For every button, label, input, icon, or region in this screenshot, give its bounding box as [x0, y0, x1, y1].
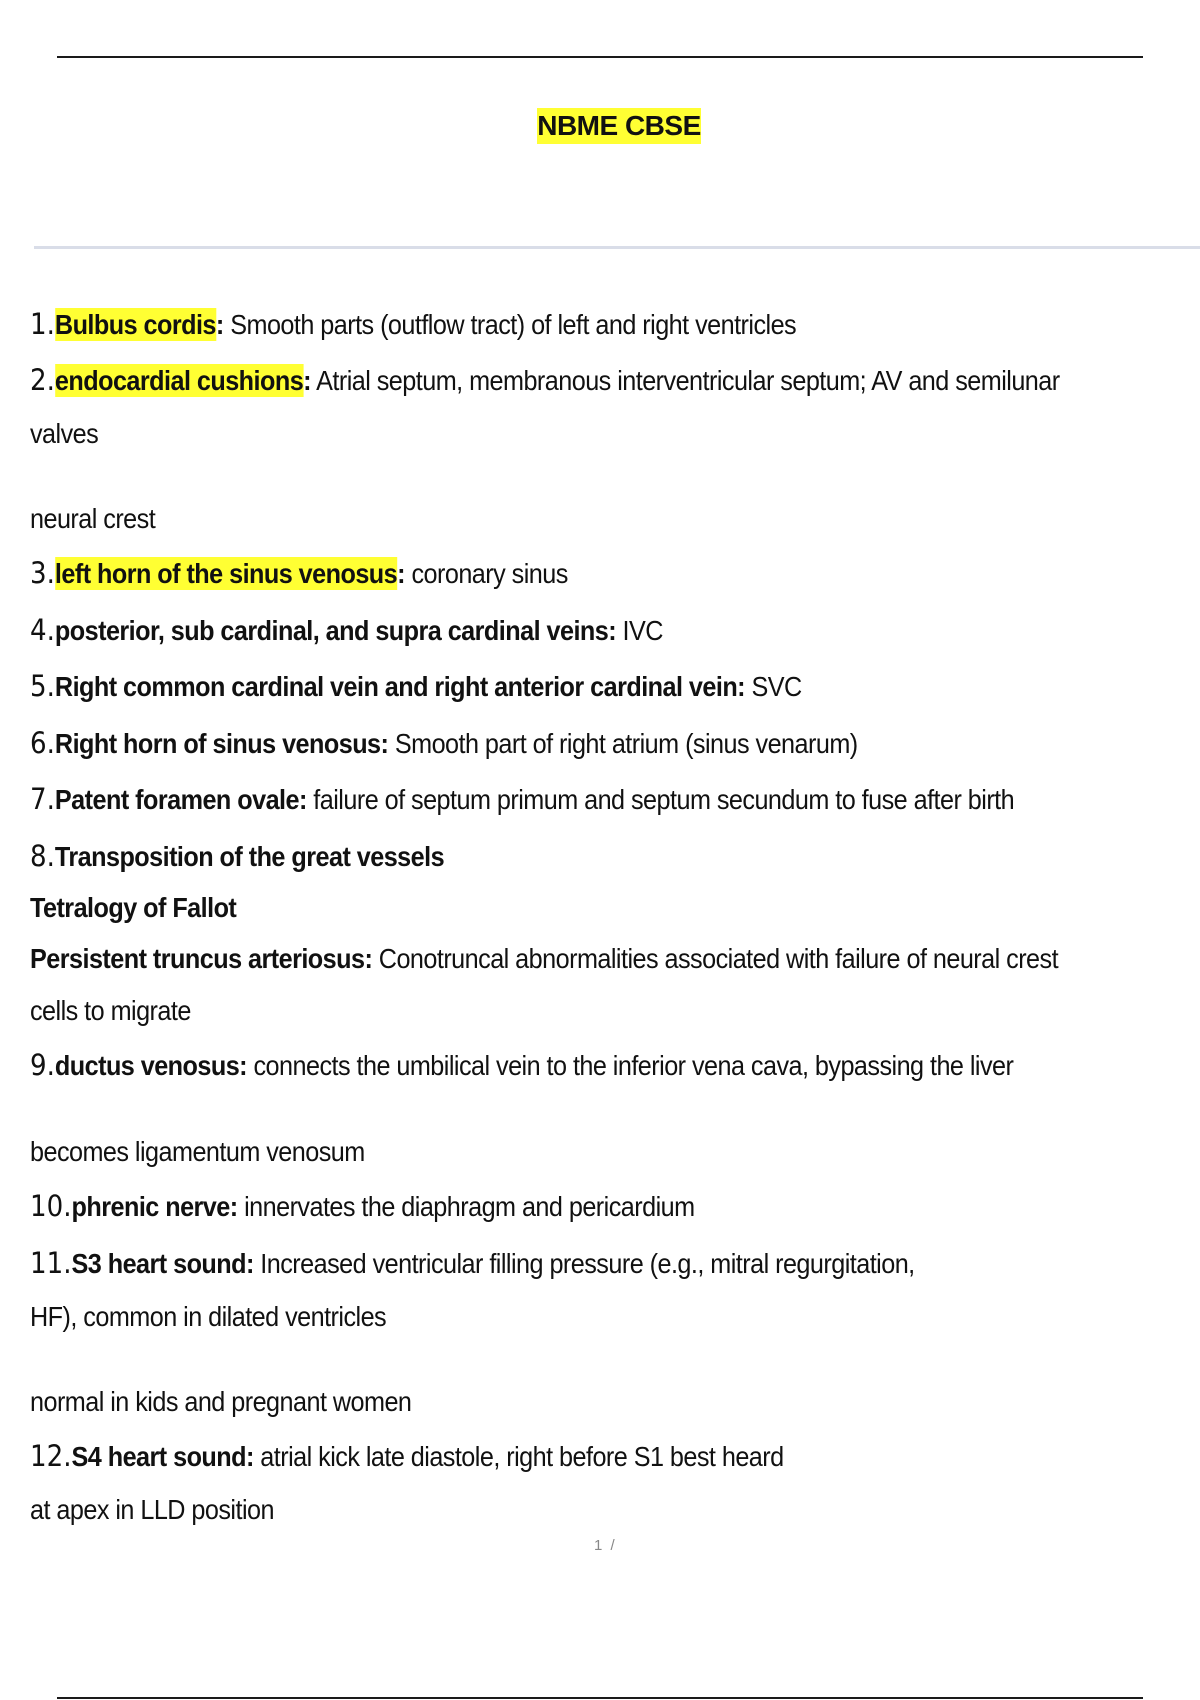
list-item-10: [30, 1188, 695, 1225]
list-item-1: [30, 306, 796, 343]
title-container: [0, 108, 1200, 144]
separator-rule: [34, 246, 1200, 249]
item-text: Conotruncal abnormalities associated with failure of neural crest: [372, 943, 1059, 974]
item-number: 11.: [30, 1246, 72, 1280]
list-item-8: [30, 838, 444, 875]
note-line: normal in kids and pregnant women: [30, 1386, 412, 1417]
item-text: failure of septum primum and septum secundum to fuse after birth: [306, 784, 1015, 815]
item-text: atrial kick late diastole, right before S1 best heard: [253, 1441, 784, 1472]
item-term-highlighted: endocardial cushions: [54, 365, 304, 396]
item-term: Tetralogy of Fallot: [30, 892, 237, 923]
item-number: 10.: [30, 1189, 72, 1223]
item-text: Smooth part of right atrium (sinus venarum): [388, 728, 858, 759]
item-text: IVC: [616, 615, 663, 646]
item-number: 2.: [30, 363, 55, 397]
page-number: 1 /: [594, 1537, 617, 1554]
item-number: 4.: [30, 613, 55, 647]
item-term: Persistent truncus arteriosus:: [30, 943, 373, 974]
item-number: 3.: [30, 556, 55, 590]
item-term: Transposition of the great vessels: [54, 841, 445, 872]
item-text: connects the umbilical vein to the inferior vena cava, bypassing the liver: [247, 1050, 1014, 1081]
list-item-9: [30, 1047, 1013, 1084]
item-number: 9.: [30, 1048, 55, 1082]
item-text: innervates the diaphragm and pericardium: [237, 1191, 695, 1222]
list-item-5: [30, 668, 802, 705]
item-term: Right common cardinal vein and right anterior cardinal vein:: [54, 671, 746, 702]
sub-item-truncus-continuation: cells to migrate: [30, 995, 191, 1026]
item-number: 5.: [30, 669, 55, 703]
sub-item-truncus: [30, 941, 1058, 977]
item-term-highlighted: Bulbus cordis: [54, 309, 216, 340]
item-term: posterior, sub cardinal, and supra cardinal veins:: [54, 615, 617, 646]
list-item-11-continuation: HF), common in dilated ventricles: [30, 1301, 387, 1332]
list-item-2-continuation: valves: [30, 418, 99, 449]
item-term-colon: :: [215, 309, 224, 340]
list-item-11: [30, 1245, 915, 1282]
bottom-rule: [57, 1697, 1143, 1699]
item-term: S4 heart sound:: [71, 1441, 254, 1472]
item-number: 12.: [30, 1439, 72, 1473]
item-number: 6.: [30, 726, 55, 760]
item-term-colon: :: [303, 365, 312, 396]
item-term: S3 heart sound:: [71, 1248, 254, 1279]
item-text: Increased ventricular filling pressure (e.g., mitral regurgitation,: [253, 1248, 915, 1279]
note-line: becomes ligamentum venosum: [30, 1136, 365, 1167]
item-number: 8.: [30, 839, 55, 873]
item-term-colon: :: [397, 558, 406, 589]
document-title: NBME CBSE: [537, 108, 701, 144]
list-item-6: [30, 725, 858, 762]
item-term: Right horn of sinus venosus:: [54, 728, 389, 759]
item-text: coronary sinus: [405, 558, 568, 589]
item-term: phrenic nerve:: [71, 1191, 238, 1222]
list-item-2: [30, 362, 1060, 399]
item-text: SVC: [745, 671, 802, 702]
top-rule: [57, 56, 1143, 58]
item-number: 7.: [30, 782, 55, 816]
item-term: ductus venosus:: [54, 1050, 248, 1081]
item-term: Patent foramen ovale:: [54, 784, 307, 815]
item-term-highlighted: left horn of the sinus venosus: [54, 558, 398, 589]
note-line: neural crest: [30, 503, 156, 534]
list-item-4: [30, 612, 663, 649]
item-number: 1.: [30, 307, 55, 341]
list-item-3: [30, 555, 568, 592]
list-item-12: [30, 1438, 784, 1475]
sub-item-tetralogy: [30, 890, 236, 926]
item-text: Atrial septum, membranous interventricular septum; AV and semilunar: [311, 365, 1060, 396]
list-item-7: [30, 781, 1014, 818]
list-item-12-continuation: at apex in LLD position: [30, 1494, 274, 1525]
item-text: Smooth parts (outflow tract) of left and right ventricles: [223, 309, 797, 340]
